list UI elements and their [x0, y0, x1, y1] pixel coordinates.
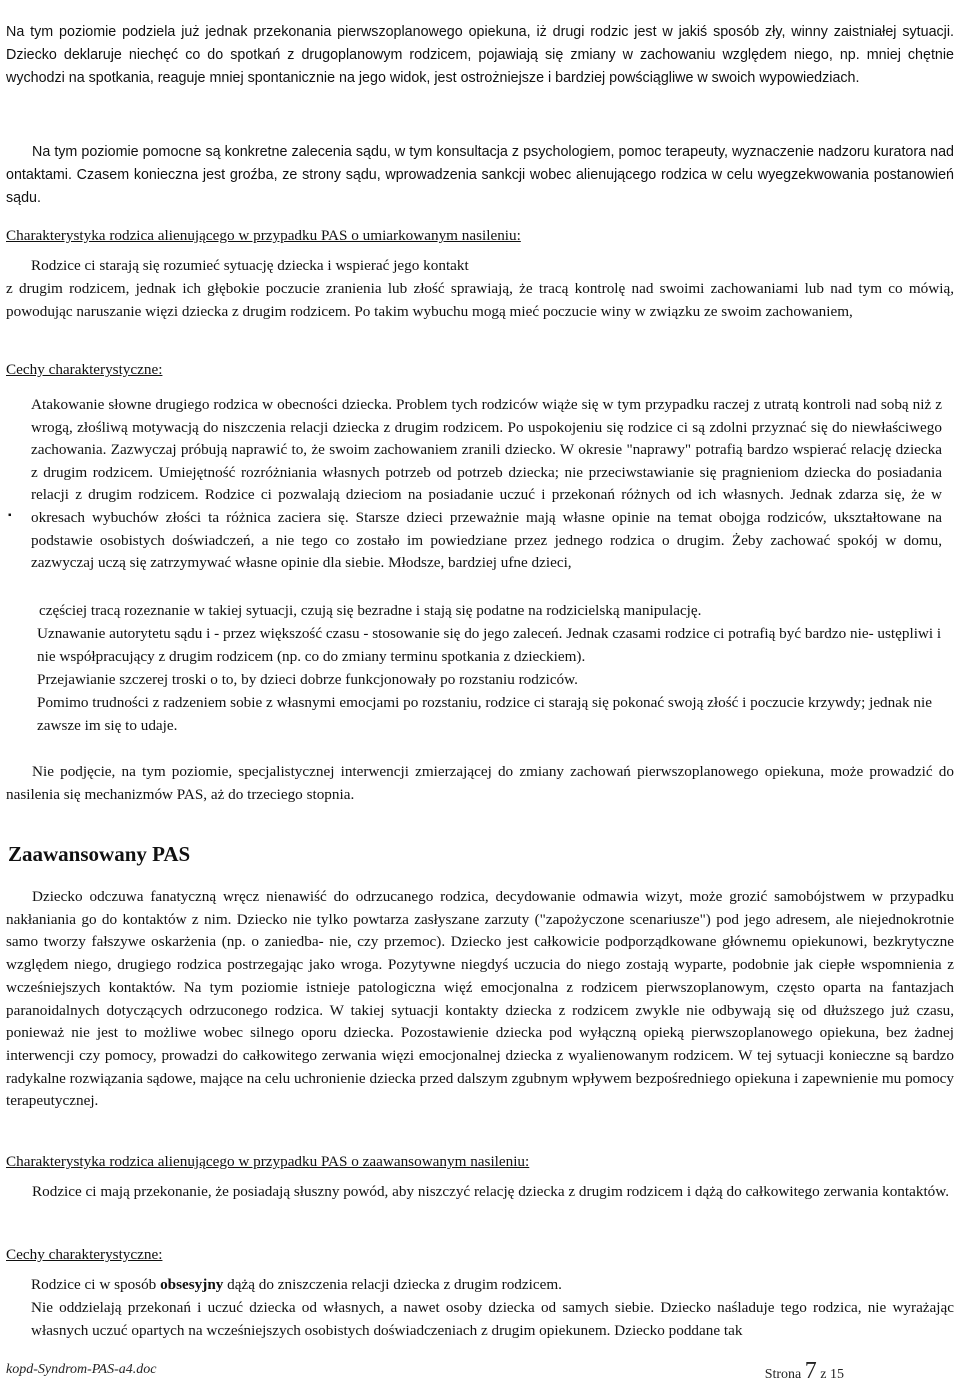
advanced-pas-paragraph: Dziecko odczuwa fanatyczną wręcz nienawiść do odrzucanego rodzica, decydowanie odmawia wizyt, może grozić samobójstwem w przypadku nakłaniania go do kontaktów z nim. Dziecko nie tylko powtarza zasłyszane zarzuty ("zapożyczone scenariusze") pod jego adresem, ale niejednokrotnie samo tworzy fałszywe oskarżenia (np. o zaniedba- nie, czy przemoc). Dziecko jest całkowicie podporządkowane głównemu opiekunowi, bezkrytyczne względem niego, drugiego rodzica postrzegając jako wroga. Pozytywne niegdyś uczucia do niego zostają wyparte, podobnie jak ciepłe wspomnienia z wcześniejszych kontaktów. Na tym poziomie istnieje patologiczna więź emocjonalna z rodzicem pierwszoplanowym, często oparta na fantazjach paranoidalnych dotyczących odrzuconego rodzica. W takiej sytuacji kontakty dziecka z rodzicem zwykle nie odbywają się od dłuższego już czasu, ponieważ nie jest to możliwe wobec silnego oporu dziecka. Pozostawienie dziecka pod wyłączną opieką pierwszoplanowego opiekuna, bez żadnej interwencji czy pomocy, prowadzi do całkowitego zerwania więzi emocjonalnej dziecka z wyalienowanym rodzicem. W tej sytuacji konieczne są bardzo radykalne rozwiązania sądowe, mające na celu uchronienie dziecka przed dalszym zgubnym wpływem bezpośredniego opiekuna i zapewnienie mu pomocy terapeutycznej. — [6, 888, 954, 1110]
footer-page-number: Strona 7 z 15 — [764, 1358, 844, 1384]
traits-moderate-list-item: Pomimo trudności z radzeniem sobie z własnymi emocjami po rozstaniu, rodzice ci starają się pokonać swoją złość i poczucie krzywdy; jednak nie zawsze im się to udaje. — [37, 694, 932, 734]
escalation-paragraph: Nie podjęcie, na tym poziomie, specjalistycznej interwencji zmierzającej do zmiany zachowań pierwszoplanowego opiekuna, może prowadzić do nasilenia się mechanizmów PAS, aż do trzeciego stopnia. — [6, 763, 954, 803]
traits-advanced-item: Rodzice ci w sposób obsesyjny dążą do zniszczenia relacji dziecka z drugim rodzicem. — [31, 1276, 562, 1293]
traits-advanced-item: Nie oddzielają przekonań i uczuć dziecka od własnych, a nawet osoby dziecka od samych siebie. Dziecko naśladuje tego rodzica, nie wyrażając własnych uczuć opartych na wcześniejszych osobistych doświadczeniach z drugim opiekunem. Dziecko poddane tak — [31, 1299, 954, 1339]
traits-moderate-list-item: Atakowanie słowne drugiego rodzica w obecności dziecka. Problem tych rodziców wiąże się w tym przypadku raczej z utratą kontroli nad sobą niż z wrogą, złośliwą motywacją do niszczenia relacji dziecka z drugim rodzicem. Po uspokojeniu się rodzice ci są zdolni przyznać się do niewłaściwego zachowania. Zazwyczaj próbują naprawić to, że swoim zachowaniem zranili dziecko. W okresie "naprawy" potrafią bardzo wspierać relację dziecka z drugim rodzicem. Umiejętność rozróżniania własnych potrzeb od potrzeb dziecka; nie przeciwstawianie się pragnieniom dziecka do posiadania relacji z drugim rodzicem. Rodzice ci pozwalają dzieciom na posiadanie uczuć i przekonań różnych od ich własnych. Jednak zdarza się, że w okresach wybuchów złości ta różnica zaciera się. Starsze dzieci przeważnie mają własne opinie na temat obojga rodziców, ukształtowane na podstawie osobistych doświadczeń, a nie tego co zostało im powiedziane przez jednego rodzica o drugim. Żeby zachować spokój w domu, zazwyczaj uczą się zatrzymywać własne opinie dla siebie. Młodsze, bardziej ufne dzieci, — [31, 396, 942, 572]
traits-moderate-list-item: częściej tracą rozeznanie w takiej sytuacji, czują się bezradne i stają się podatne na rodzicielską manipulację. — [39, 602, 702, 619]
advanced-pas-char-heading: Charakterystyka rodzica alienującego w przypadku PAS o zaawansowanym nasileniu: — [6, 1153, 530, 1170]
moderate-pas-paragraph: z drugim rodzicem, jednak ich głębokie poczucie zranienia lub złość sprawiają, że tracą kontrolę nad swoimi zachowaniami lub nad tym co mówią, powodując naruszanie więzi dziecka z drugim rodzicem. Po takim wybuchu mogą mieć poczucie winy w związku ze swoim zachowaniem, — [6, 280, 954, 320]
court-recommendations-paragraph: Na tym poziomie pomocne są konkretne zalecenia sądu, w tym konsultacja z psychologiem, pomoc terapeuty, wyznaczenie nadzoru kuratora nad ontaktami. Czasem konieczna jest groźba, ze strony sądu, wprowadzenia sankcji wobec alienującego rodzica w celu wyegzekwowania postanowień sądu. — [6, 144, 954, 206]
footer-filename: kopd-Syndrom-PAS-a4.doc — [6, 1362, 157, 1377]
traits-heading-advanced: Cechy charakterystyczne: — [6, 1246, 163, 1263]
intro-paragraph: Na tym poziomie podziela już jednak przekonania pierwszoplanowego opiekuna, iż drugi rodzic jest w jakiś sposób zły, winny zaistniałej sytuacji. Dziecko deklaruje niechęć co do spotkań z drugoplanowym rodzicem, pojawiają się zmiany w zachowaniu względem niego, np. mniej chętnie wychodzi na spotkania, reaguje mniej spontanicznie na jego widok, jest ostrożniejsze i bardziej powściągliwe w swoich wypowiedziach. — [6, 24, 954, 86]
moderate-pas-heading: Charakterystyka rodzica alienującego w przypadku PAS o umiarkowanym nasileniu: — [6, 227, 521, 244]
traits-heading-moderate: Cechy charakterystyczne: — [6, 361, 163, 378]
traits-moderate-list-item: Przejawianie szczerej troski o to, by dzieci dobrze funkcjonowały po rozstaniu rodziców. — [37, 671, 578, 688]
bullet-dot: ▪ — [8, 510, 12, 521]
advanced-pas-heading: Zaawansowany PAS — [8, 842, 191, 866]
traits-moderate-list-item: Uznawanie autorytetu sądu i - przez większość czasu - stosowanie się do jego zaleceń. Jednak czasami rodzice ci potrafią być bardzo nie- ustępliwi i nie współpracujący z drugim rodzicem (np. co do zmiany terminu spotkania z dzieckiem). — [37, 625, 942, 665]
moderate-pas-intro-line: Rodzice ci starają się rozumieć sytuację dziecka i wspierać jego kontakt — [31, 257, 469, 274]
obsessive-emphasis: obsesyjny — [160, 1276, 224, 1293]
advanced-pas-char-paragraph: Rodzice ci mają przekonanie, że posiadają słuszny powód, aby niszczyć relację dziecka z drugim rodzicem i dążą do całkowitego zerwania kontaktów. — [32, 1183, 950, 1200]
